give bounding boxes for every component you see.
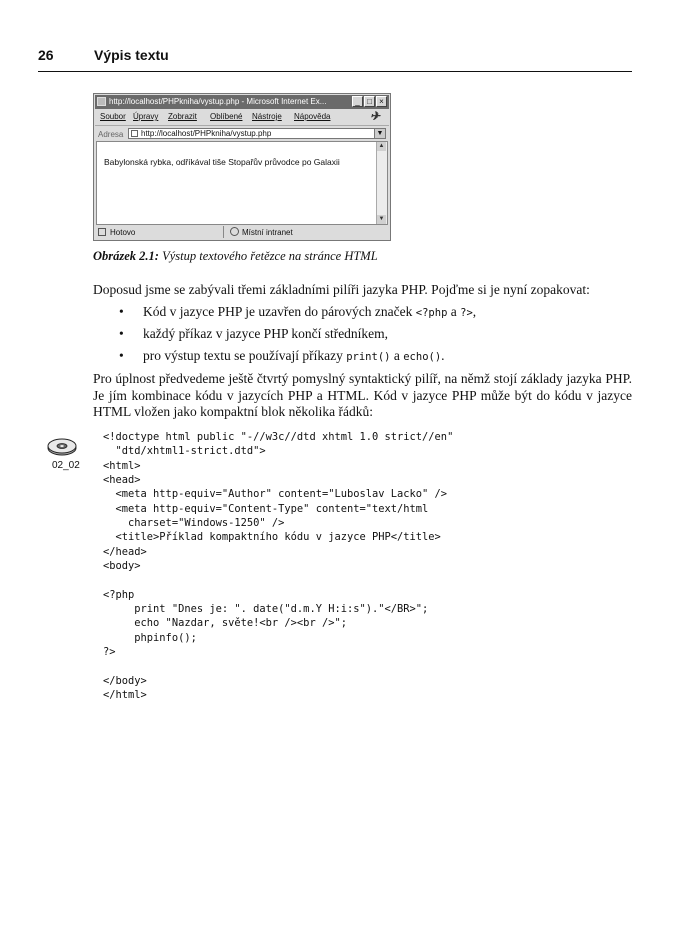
section-title: Výpis textu: [94, 47, 169, 63]
browser-titlebar: [95, 95, 389, 109]
list-item-text: každý příkaz v jazyce PHP končí středníkem,: [143, 326, 389, 341]
browser-title: http://localhost/PHPkniha/vystup.php - Microsoft Internet Ex...: [109, 97, 327, 106]
address-label: Adresa: [98, 130, 124, 139]
menu-item-napoveda: Nápověda: [294, 112, 331, 121]
caption-text: Výstup textového řetězce na stránce HTML: [162, 249, 378, 263]
menu-item-zobrazit: Zobrazit: [168, 112, 197, 121]
list-item-text: a: [447, 304, 461, 319]
list-item-text: pro výstup textu se používají příkazy: [143, 348, 347, 363]
page-icon: [131, 130, 138, 137]
page-content-text: Babylonská rybka, odříkával tiše Stopařův průvodce po Galaxii: [104, 157, 340, 167]
menu-item-oblibene: Oblíbené: [210, 112, 243, 121]
figure-caption: [93, 249, 378, 264]
ie-window-icon: [97, 97, 106, 106]
browser-viewport: [96, 141, 388, 225]
scroll-up-icon: ▲: [378, 143, 385, 149]
close-icon: ×: [376, 96, 387, 107]
paragraph-body: Pro úplnost předvedeme ještě čtvrtý pomyslný syntaktický pilíř, na němž stojí základy jazyka PHP. Je jím kombinace kódu v jazycích PHP a HTML. Kód v jazyce PHP může být do kódu v jazyce HTML vložen jako kompaktní blok několika řádků:: [93, 371, 632, 419]
inline-code: ?>: [460, 307, 473, 319]
list-item-text: a: [390, 348, 404, 363]
status-text: Hotovo: [110, 228, 136, 237]
menu-item-soubor: Soubor: [100, 112, 126, 121]
inline-code: print(): [346, 351, 391, 363]
page-header: [38, 47, 632, 72]
paragraph-intro: Doposud jsme se zabývali třemi základními pilíři jazyka PHP. Pojďme si je nyní zopakovat:: [93, 282, 590, 297]
intranet-zone-icon: [230, 227, 239, 236]
menu-item-upravy: Úpravy: [133, 112, 159, 121]
browser-screenshot: [93, 93, 391, 241]
list-item-text: .: [441, 348, 445, 363]
code-listing: <!doctype html public "-//w3c//dtd xhtml 1.0 strict//en" "dtd/xhtml1-strict.dtd"> <html> <head> <meta http-equiv="Author" content="Luboslav Lacko" /> <meta http-equiv="Content-Type" content="text/html charset="Windows-1250" /> <title>Příklad kompaktního kódu v jazyce PHP</title> </head> <body> <?php print "Dnes je: ". date("d.m.Y H:i:s")."</BR>"; echo "Nazdar, světe!<br /><br />"; phpinfo(); ?> </body> </html>: [103, 431, 454, 702]
vertical-scrollbar: [376, 142, 387, 224]
status-page-icon: [98, 228, 106, 236]
zone-text: Místní intranet: [242, 228, 293, 237]
inline-code: <?php: [415, 307, 448, 319]
minimize-icon: _: [352, 96, 363, 107]
cd-file-label: 02_02: [52, 460, 80, 471]
page-number: 26: [38, 47, 54, 63]
maximize-icon: □: [364, 96, 375, 107]
status-divider: [223, 226, 224, 238]
caption-label: Obrázek 2.1:: [93, 249, 159, 263]
status-bar: [95, 225, 389, 239]
menu-item-nastroje: Nástroje: [252, 112, 282, 121]
cd-icon: [46, 437, 78, 457]
bullet-icon: •: [119, 326, 124, 341]
list-item-text: ,: [472, 304, 477, 319]
windows-logo-icon: ✈: [370, 109, 381, 123]
address-field: [128, 128, 386, 139]
scroll-down-icon: ▼: [378, 216, 385, 222]
list-item-text: Kód v jazyce PHP je uzavřen do párových značek: [143, 304, 416, 319]
address-bar: [95, 125, 389, 141]
dropdown-arrow-icon: ▼: [374, 129, 385, 138]
inline-code: echo(): [403, 351, 442, 363]
browser-menubar: [95, 110, 389, 124]
bullet-icon: •: [119, 304, 124, 319]
address-url: http://localhost/PHPkniha/vystup.php: [141, 129, 272, 138]
bullet-icon: •: [119, 348, 124, 363]
